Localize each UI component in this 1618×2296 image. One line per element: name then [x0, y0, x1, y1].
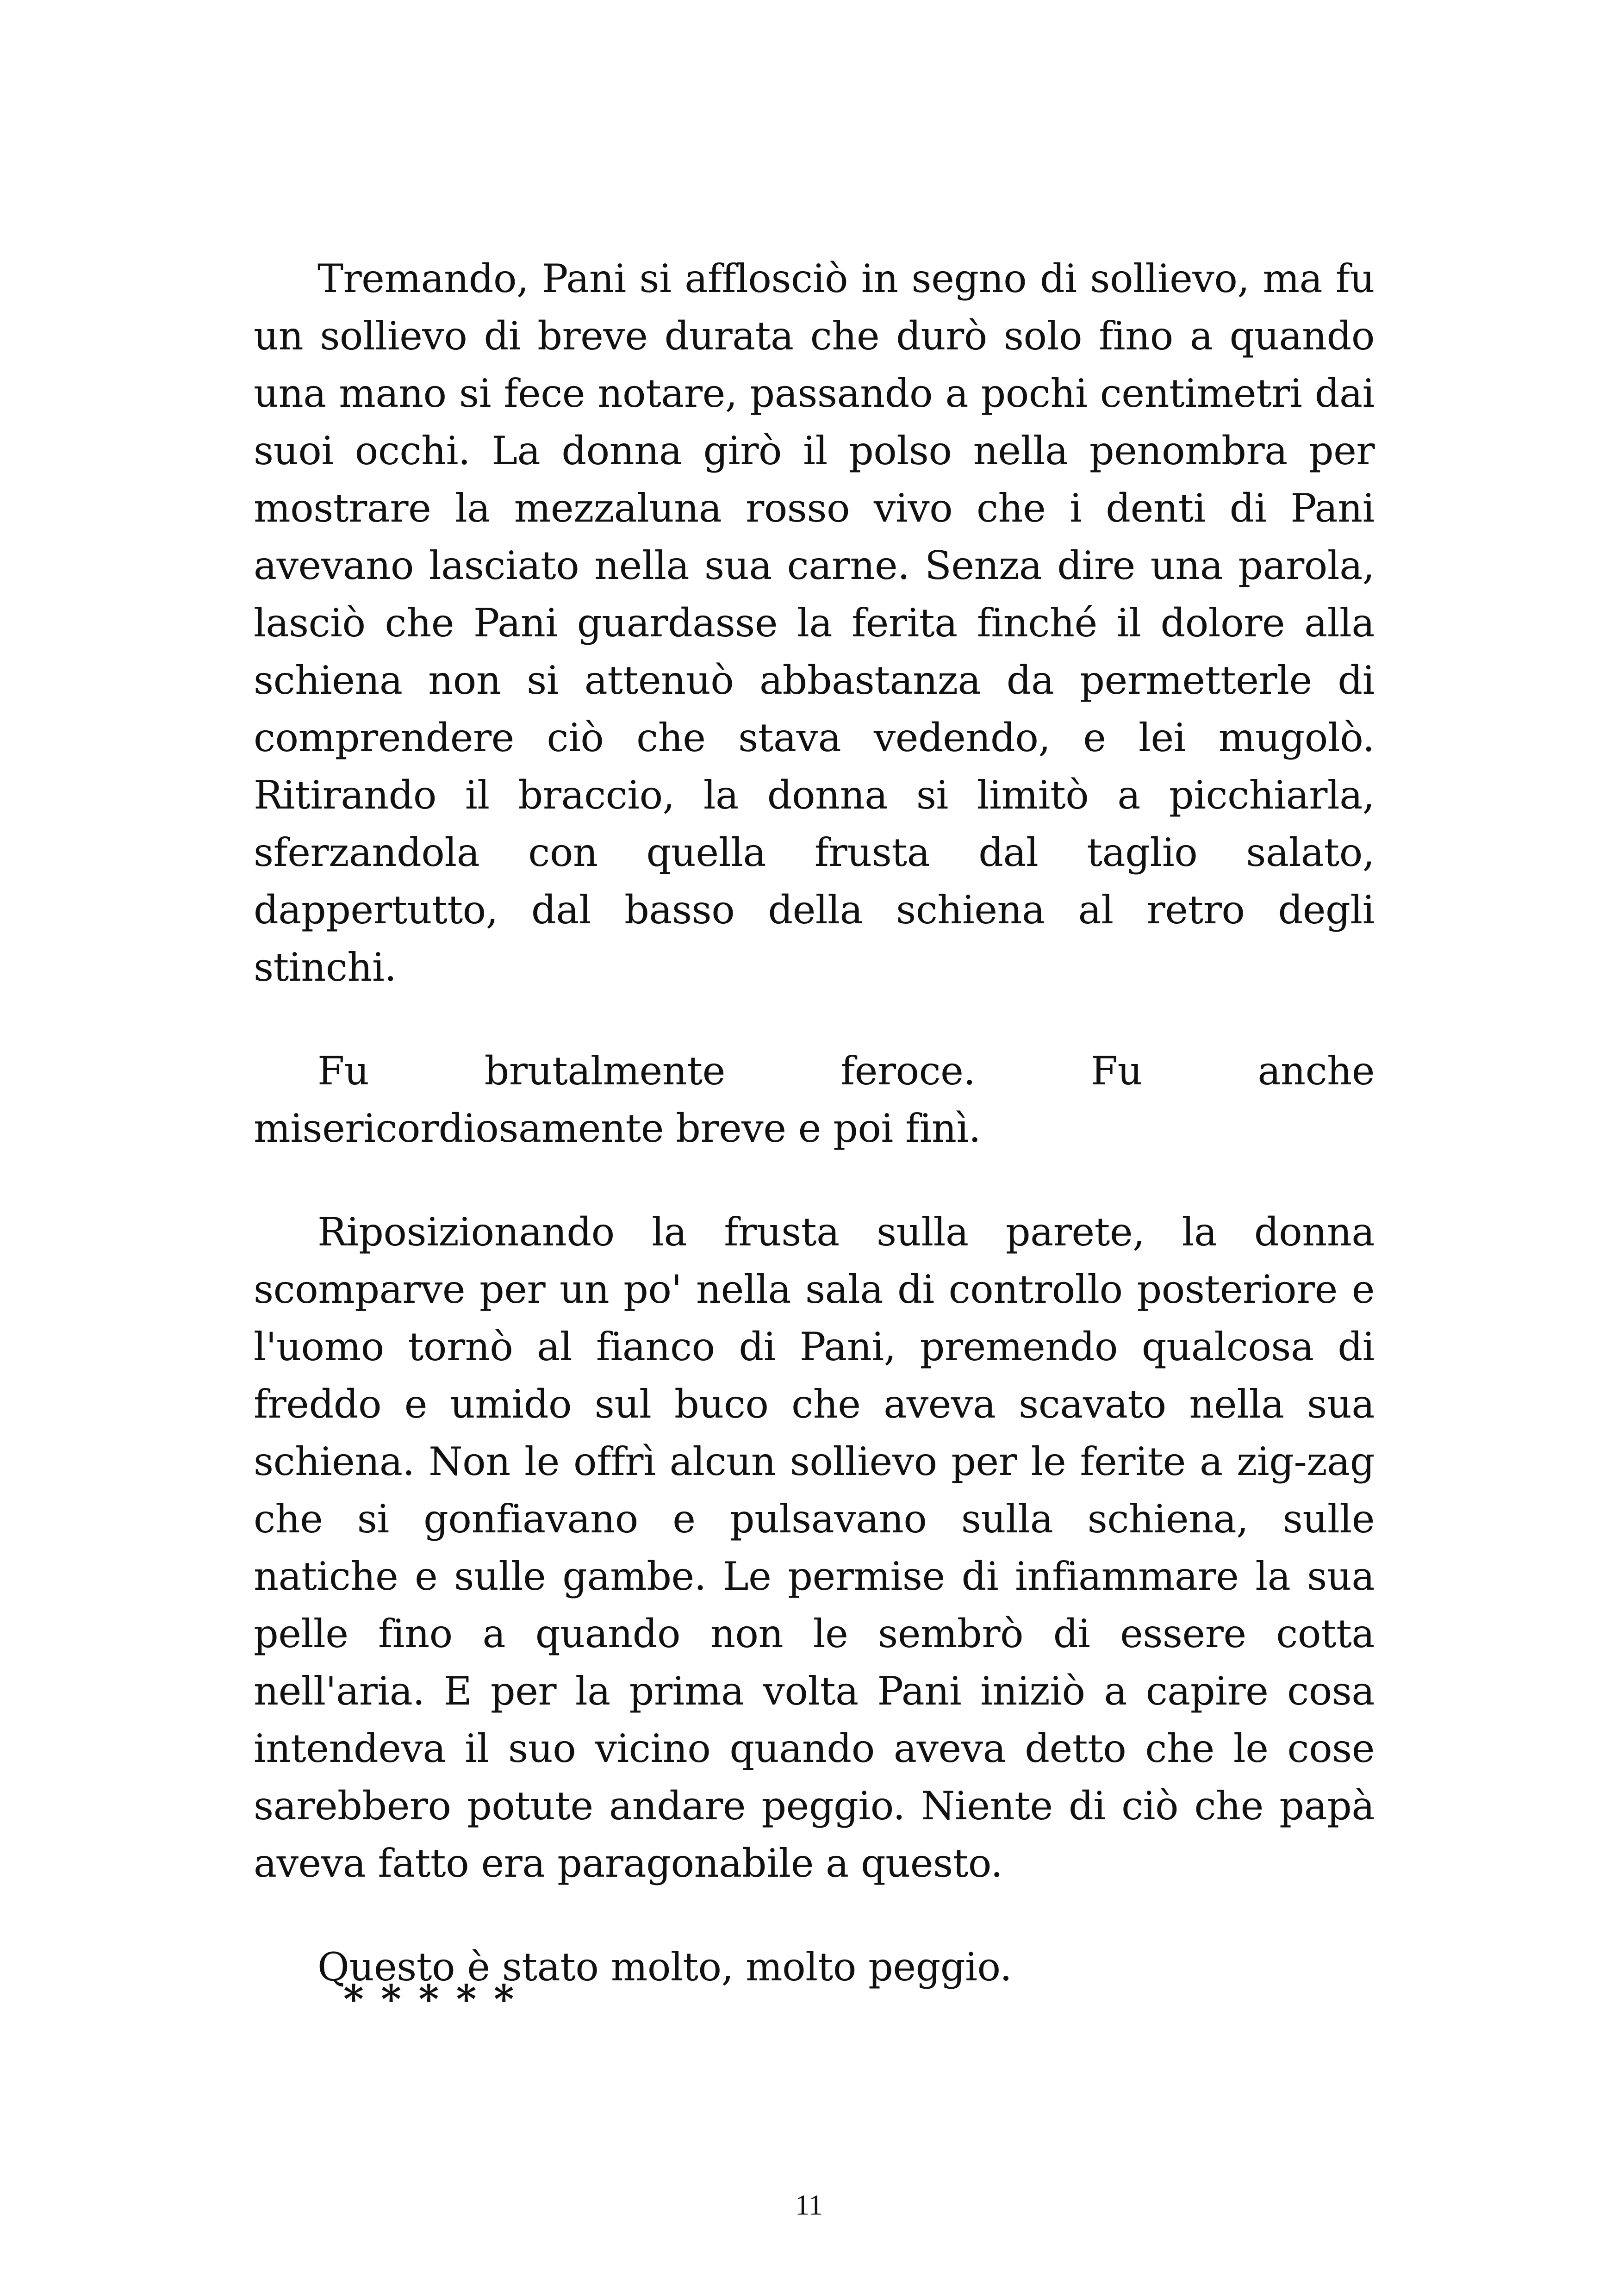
paragraph-4: Questo è stato molto, molto peggio.	[317, 1944, 1012, 1990]
section-separator: * * * * *	[343, 1976, 516, 2022]
paragraph-3: Riposizionando la frusta sulla parete, la donna scomparve per un po' nella sala di controllo posteriore e l'uomo tornò al fianco di Pani, premendo qualcosa di freddo e umido sul buco che aveva scavato nella sua schiena. Non le offrì alcun sollievo per le ferite a zig-zag che si gonfiavano e pulsavano sulla schiena, sulle natiche e sulle gambe. Le permise di infiammare la sua pelle fino a quando non le sembrò di essere cotta nell'aria. E per la prima volta Pani iniziò a capire cosa intendeva il suo vicino quando aveva detto che le cose sarebbero potute andare peggio. Niente di ciò che papà aveva fatto era paragonabile a questo.	[254, 1209, 1375, 1886]
paragraph-2: Fu brutalmente feroce. Fu anche misericordiosamente breve e poi finì.	[254, 1048, 1375, 1151]
paragraph-1: Tremando, Pani si afflosciò in segno di sollievo, ma fu un sollievo di breve durata che durò solo fino a quando una mano si fece notare, passando a pochi centimetri dai suoi occhi. La donna girò il polso nella penombra per mostrare la mezzaluna rosso vivo che i denti di Pani avevano lasciato nella sua carne. Senza dire una parola, lasciò che Pani guardasse la ferita finché il dolore alla schiena non si attenuò abbastanza da permetterle di comprendere ciò che stava vedendo, e lei mugolò. Ritirando il braccio, la donna si limitò a picchiarla, sferzandola con quella frusta dal taglio salato, dappertutto, dal basso della schiena al retro degli stinchi.	[254, 256, 1375, 990]
page-number: 11	[795, 2190, 823, 2221]
body-text	[254, 250, 1375, 1996]
